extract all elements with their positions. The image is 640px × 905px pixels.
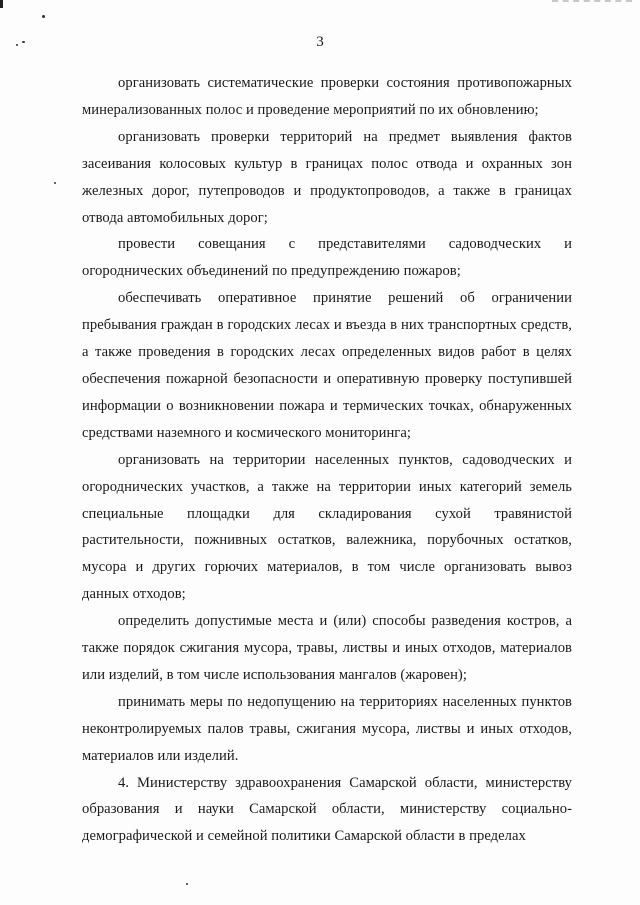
paragraph: организовать на территории населенных пунктов, садоводческих и огороднических участков, а также на территории иных категорий земель специальные площадки для складирования сухой травянистой растительности, пожнивных остатков, валежника, порубочных остатков, мусора и других горючих материалов, в том числе организовать вывоз данных отходов;	[82, 451, 572, 603]
paragraph: 4. Министерству здравоохранения Самарской области, министерству образования и науки Самарской области, министерству социально-демографической и семейной политики Самарской области в пределах	[82, 774, 572, 845]
paragraph: организовать систематические проверки состояния противопожарных минерализованных полос и проведение мероприятий по их обновлению;	[82, 75, 572, 118]
page-number: 3	[316, 34, 324, 50]
paragraph: принимать меры по недопущению на территориях населенных пунктов неконтролируемых палов травы, сжигания мусора, листвы и иных отходов, материалов или изделий.	[82, 693, 572, 764]
paragraph: обеспечивать оперативное принятие решений об ограничении пребывания граждан в городских лесах и въезда в них транспортных средств, а также проведения в городских лесах определенных видов работ в целях обеспечения пожарной безопасности и оперативную проверку поступившей информации о возникновении пожара и термических точках, обнаруженных средствами наземного и космического мониторинга;	[82, 290, 572, 441]
paragraph: организовать проверки территорий на предмет выявления фактов засеивания колосовых культур в границах полос отвода и охранных зон железных дорог, путепроводов и продуктопроводов, а также в границах отвода автомобильных дорог;	[82, 128, 572, 226]
paragraph: определить допустимые места и (или) способы разведения костров, а также порядок сжигания мусора, травы, листвы и иных отходов, материалов или изделий, в том числе использования мангалов (жаровен);	[82, 613, 572, 683]
scan-speck	[54, 182, 56, 184]
scan-speck	[42, 15, 45, 18]
body-text	[82, 70, 572, 850]
scan-edge-mark	[0, 0, 3, 8]
scan-speck	[186, 883, 188, 885]
paragraph: провести совещания с представителями садоводческих и огороднических объединений по предупреждению пожаров;	[82, 236, 572, 280]
scan-top-dashes	[552, 0, 632, 4]
